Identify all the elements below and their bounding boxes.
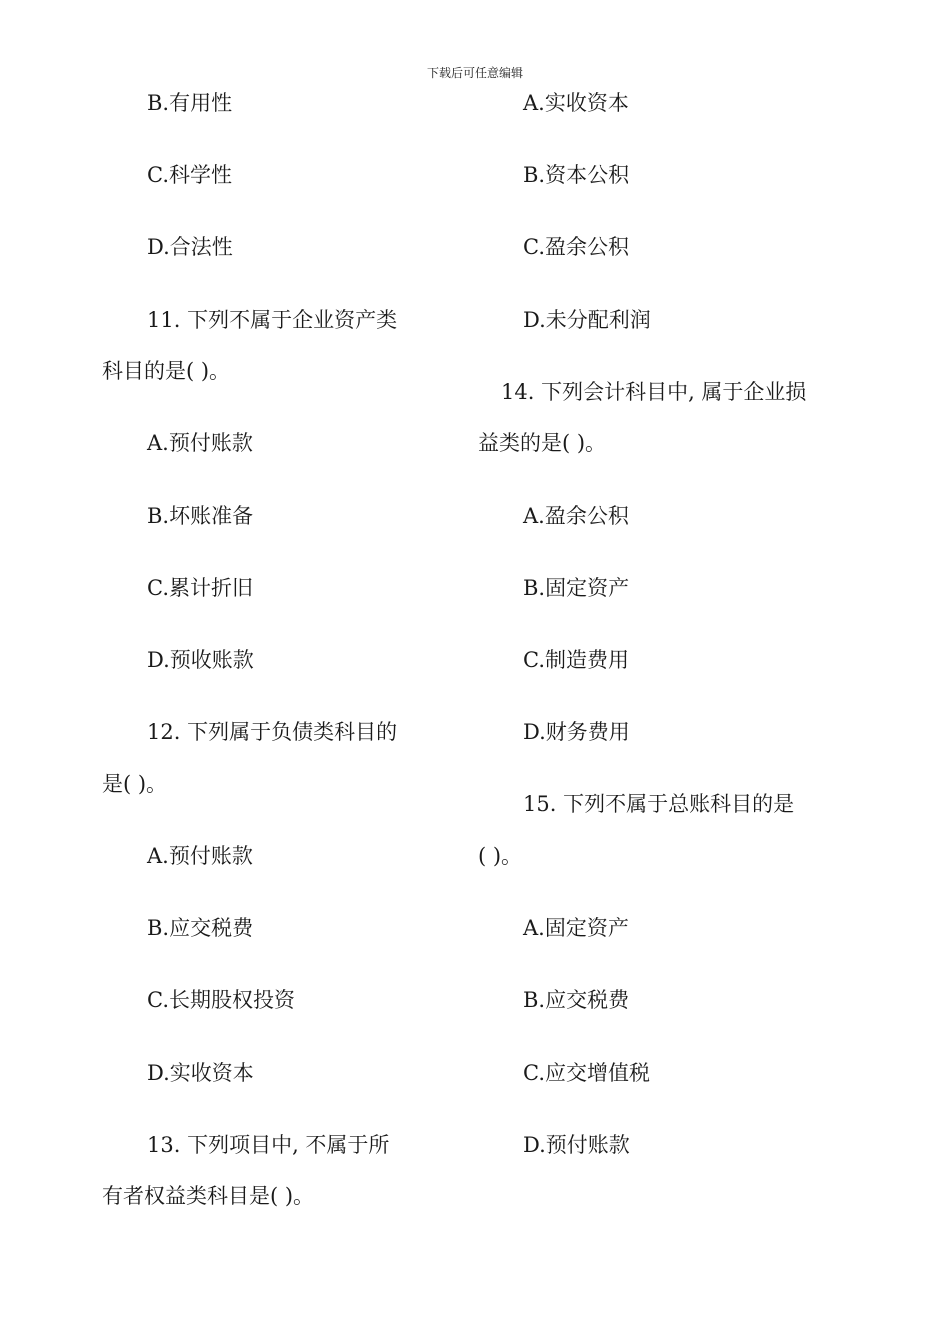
option-line: C.制造费用: [523, 648, 629, 672]
option-line: B.有用性: [147, 91, 233, 115]
option-line: A.预付账款: [147, 431, 253, 455]
option-line: D.合法性: [147, 235, 233, 259]
question-line: 11. 下列不属于企业资产类: [147, 308, 398, 332]
question-line: 科目的是( )。: [102, 359, 231, 383]
question-line: ( )。: [478, 844, 523, 868]
page-header: 下载后可任意编辑: [426, 66, 523, 80]
option-line: D.预收账款: [147, 648, 254, 672]
option-line: C.累计折旧: [147, 576, 253, 600]
question-line: 15. 下列不属于总账科目的是: [523, 792, 795, 816]
question-line: 13. 下列项目中, 不属于所: [147, 1133, 390, 1157]
option-line: A.盈余公积: [523, 504, 629, 528]
question-line: 12. 下列属于负债类科目的: [147, 720, 398, 744]
option-line: D.实收资本: [147, 1061, 254, 1085]
option-line: A.预付账款: [147, 844, 253, 868]
option-line: B.固定资产: [523, 576, 630, 600]
option-line: A.实收资本: [523, 91, 629, 115]
question-line: 益类的是( )。: [478, 431, 607, 455]
option-line: C.科学性: [147, 163, 232, 187]
option-line: C.盈余公积: [523, 235, 629, 259]
option-line: C.应交增值税: [523, 1061, 650, 1085]
option-line: C.长期股权投资: [147, 988, 295, 1012]
option-line: B.坏账准备: [147, 504, 254, 528]
option-line: D.预付账款: [523, 1133, 630, 1157]
option-line: A.固定资产: [523, 916, 629, 940]
option-line: B.资本公积: [523, 163, 630, 187]
option-line: B.应交税费: [147, 916, 254, 940]
option-line: B.应交税费: [523, 988, 630, 1012]
option-line: D.未分配利润: [523, 308, 651, 332]
option-line: D.财务费用: [523, 720, 630, 744]
question-line: 14. 下列会计科目中, 属于企业损: [501, 380, 807, 404]
question-line: 是( )。: [102, 772, 168, 796]
question-line: 有者权益类科目是( )。: [102, 1184, 315, 1208]
